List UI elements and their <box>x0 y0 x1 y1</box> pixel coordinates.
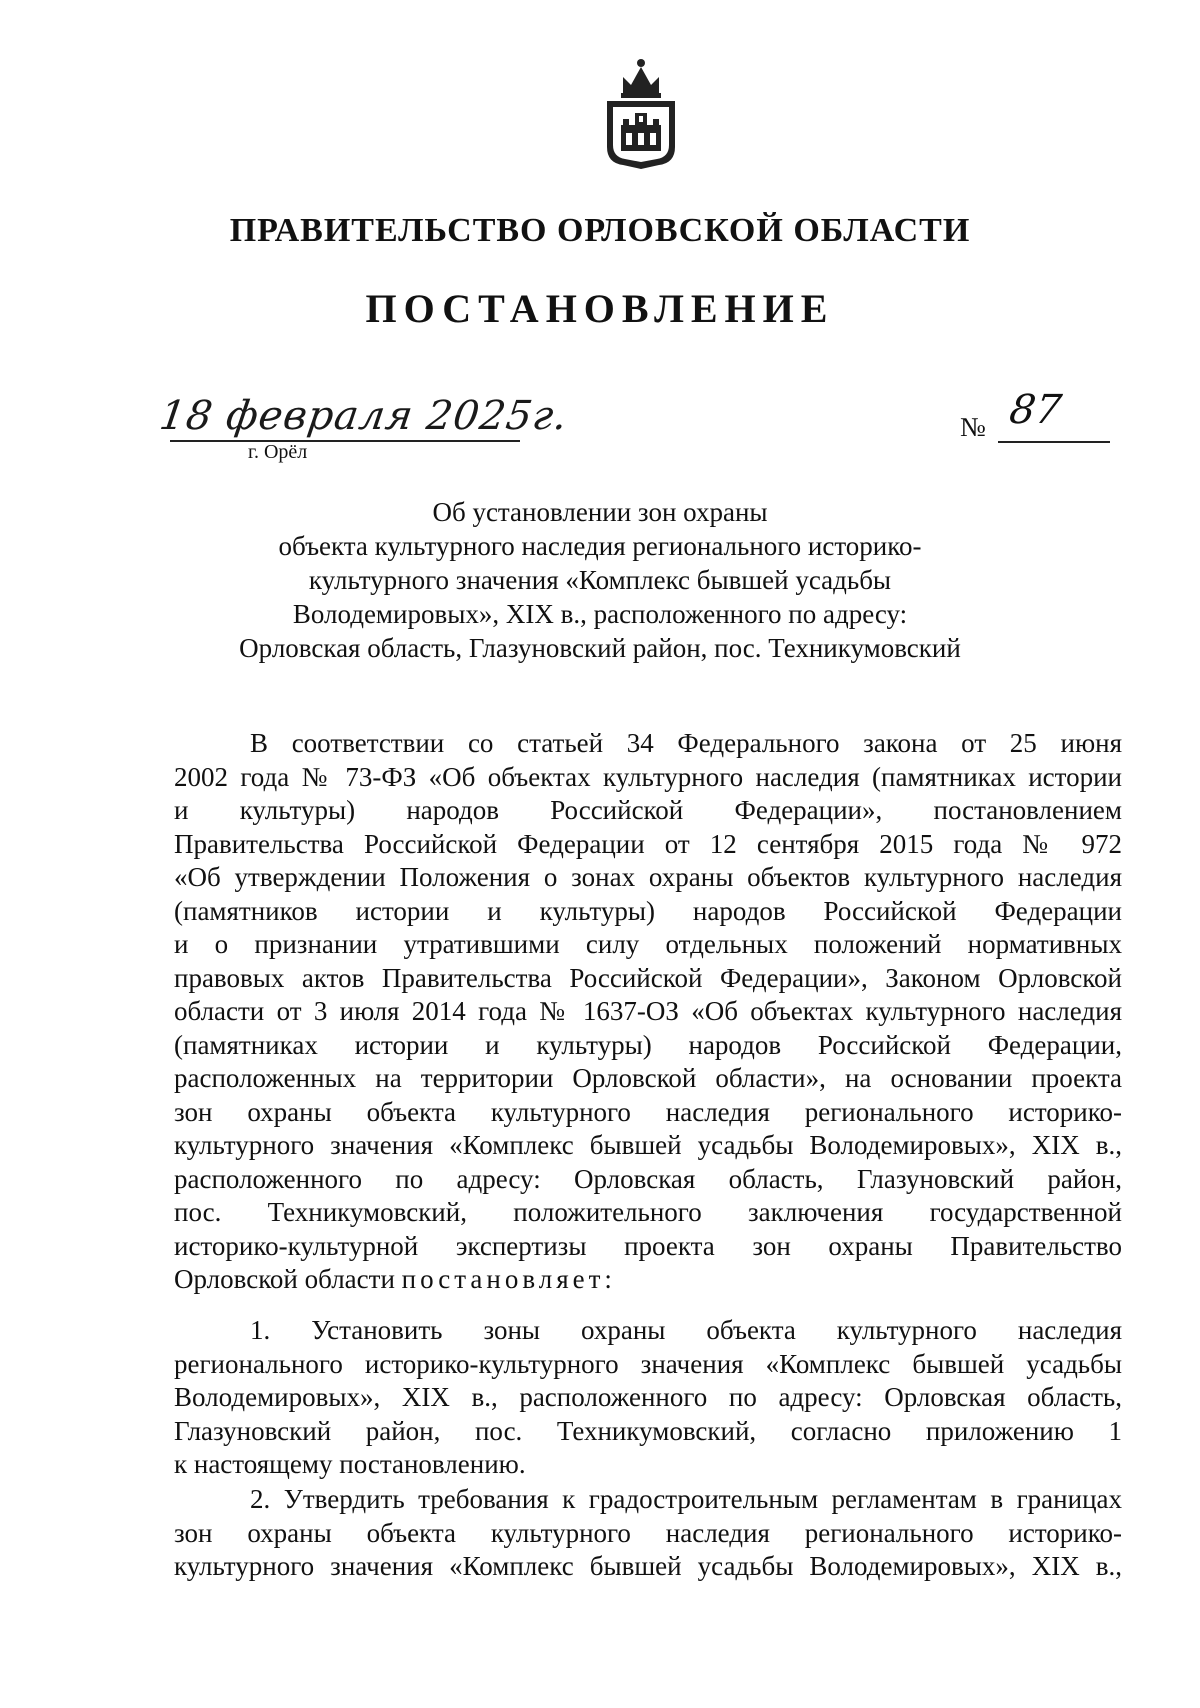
preamble-line: зон охраны объекта культурного наследия регионального историко- <box>174 1096 1122 1127</box>
handwritten-date: 18 февраля 2025г. <box>156 393 571 439</box>
preamble-last-line-start: Орловской области <box>174 1264 402 1294</box>
preamble-line: «Об утверждении Положения о зонах охраны объектов культурного наследия <box>174 862 1122 892</box>
preamble-line: расположенных на территории Орловской области», на основании проекта <box>174 1063 1122 1093</box>
item-1-line: регионального историко-культурного значения «Комплекс бывшей усадьбы <box>174 1348 1122 1379</box>
orel-oblast-coat-of-arms-icon <box>601 55 681 171</box>
preamble-line: и о признании утратившими силу отдельных положений нормативных <box>174 929 1122 959</box>
number-label: № <box>960 412 986 442</box>
date-underline <box>170 440 520 442</box>
item-1-line: 1. Установить зоны охраны объекта культурного наследия <box>250 1315 1122 1345</box>
document-subject <box>150 495 1050 665</box>
subject-line: культурного значения «Комплекс бывшей усадьбы <box>308 565 892 595</box>
city-label: г. Орёл <box>248 441 308 463</box>
item-1-line: Глазуновский район, пос. Техникумовский, согласно приложению 1 <box>174 1415 1122 1446</box>
preamble-line: (памятниках истории и культуры) народов Российской Федерации, <box>174 1029 1122 1060</box>
preamble-line: 2002 года № 73-ФЗ «Об объектах культурного наследия (памятниках истории <box>174 761 1122 792</box>
preamble-line: пос. Техникумовский, положительного заключения государственной <box>174 1197 1122 1227</box>
preamble-line: и культуры) народов Российской Федерации», постановлением <box>174 795 1122 825</box>
preamble-line: области от 3 июля 2014 года № 1637-ОЗ «Об объектах культурного наследия <box>174 996 1122 1026</box>
document-type-title: ПОСТАНОВЛЕНИЕ <box>365 286 835 331</box>
number-underline <box>998 441 1110 443</box>
preamble-line: правовых актов Правительства Российской Федерации», Законом Орловской <box>174 962 1122 993</box>
preamble-line: Правительства Российской Федерации от 12 сентября 2015 года № 972 <box>174 828 1122 859</box>
item-2-line: зон охраны объекта культурного наследия регионального историко- <box>174 1517 1122 1548</box>
preamble-line: расположенного по адресу: Орловская область, Глазуновский район, <box>174 1163 1122 1194</box>
item-1-line: к настоящему постановлению. <box>174 1449 526 1479</box>
preamble-line: историко-культурной экспертизы проекта зон охраны Правительство <box>174 1230 1122 1261</box>
subject-line: Орловская область, Глазуновский район, пос. Техникумовский <box>239 633 961 663</box>
subject-line: объекта культурного наследия регионального историко- <box>278 531 922 561</box>
item-1-paragraph <box>174 1314 1122 1482</box>
preamble-last-line <box>174 1263 1122 1297</box>
item-2-line: 2. Утвердить требования к градостроительным регламентам в границах <box>250 1484 1122 1514</box>
preamble-line: (памятников истории и культуры) народов Российской Федерации <box>174 895 1122 926</box>
item-2-paragraph <box>174 1483 1122 1584</box>
handwritten-number: 87 <box>1006 387 1065 433</box>
government-title: ПРАВИТЕЛЬСТВО ОРЛОВСКОЙ ОБЛАСТИ <box>229 212 971 249</box>
item-2-line: культурного значения «Комплекс бывшей усадьбы Володемировых», XIX в., <box>174 1551 1122 1581</box>
preamble-line: В соответствии со статьей 34 Федерального закона от 25 июня <box>250 728 1122 758</box>
subject-line: Об установлении зон охраны <box>432 497 768 527</box>
decree-word: постановляет: <box>401 1264 616 1294</box>
preamble-line: культурного значения «Комплекс бывшей усадьбы Володемировых», XIX в., <box>174 1130 1122 1160</box>
preamble-paragraph <box>174 727 1122 1297</box>
subject-line: Володемировых», XIX в., расположенного по адресу: <box>292 599 908 629</box>
item-1-line: Володемировых», XIX в., расположенного по адресу: Орловская область, <box>174 1382 1122 1412</box>
